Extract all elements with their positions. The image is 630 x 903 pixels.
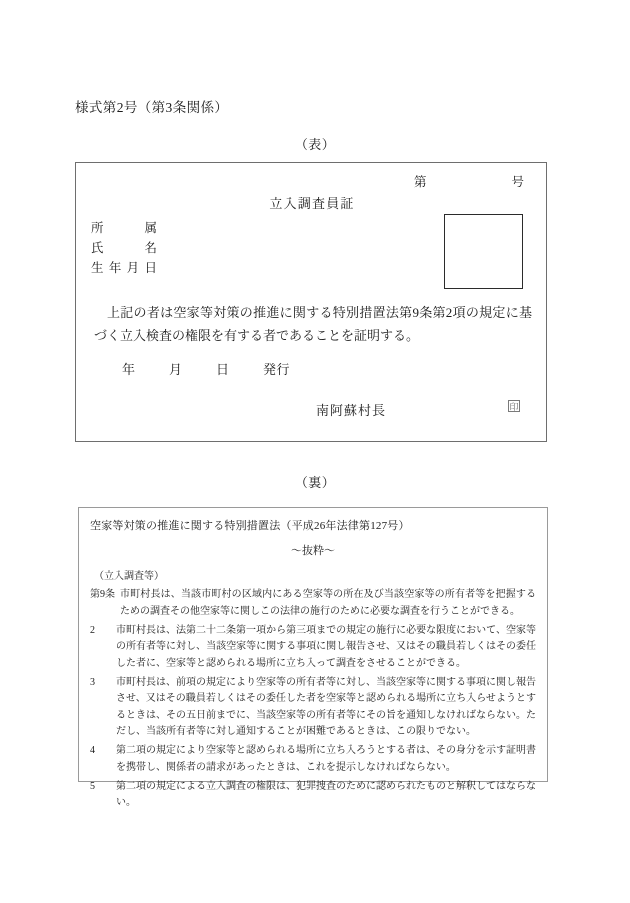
issue-day-label: 日 — [216, 362, 230, 377]
serial-number-row — [414, 172, 524, 190]
issue-verb-label: 発行 — [263, 362, 291, 377]
serial-prefix-label: 第 — [414, 175, 427, 189]
clause-text: 第二項の規定による立入調査の権限は、犯罪捜査のために認められたものと解釈してはならない。 — [116, 780, 536, 808]
clause-item — [90, 779, 536, 812]
clause-number: 2 — [90, 624, 95, 636]
clause-number: 第9条 — [90, 589, 115, 600]
field-label-name: 氏名 — [91, 241, 157, 255]
clause-text: 市町村長は、当該市町村の区域内にある空家等の所在及び当該空家等の所有者等を把握するための調査その他空家等に関しこの法律の施行のために必要な調査を行うことができる。 — [120, 589, 536, 617]
clause-number: 3 — [90, 676, 95, 688]
field-label-birthdate: 生年月日 — [91, 261, 157, 275]
issue-year-label: 年 — [122, 362, 136, 377]
back-side-label: （裏） — [294, 475, 336, 490]
clause-text: 第二項の規定により空家等と認められる場所に立ち入ろうとする者は、その身分を示す証明書を携帯し、関係者の請求があったときは、これを提示しなければならない。 — [116, 745, 536, 773]
section-heading-inspection: （立入調査等） — [94, 571, 164, 582]
front-side-label: （表） — [294, 137, 336, 152]
law-title: 空家等対策の推進に関する特別措置法（平成26年法律第127号） — [90, 520, 410, 532]
certification-statement: 上記の者は空家等対策の推進に関する特別措置法第9条第2項の規定に基づく立入検査の権限を有する者であることを証明する。 — [94, 305, 532, 343]
issue-month-label: 月 — [169, 362, 183, 377]
clause-item — [90, 587, 536, 620]
clause-item — [90, 743, 536, 776]
serial-suffix-label: 号 — [511, 175, 524, 189]
clause-text: 市町村長は、前項の規定により空家等の所有者等に対し、当該空家等に関する事項に関し報告させ、又はその職員若しくはその委任した者を空家等と認められる場所に立ち入らせようとするときは、その五日前までに、当該空家等の所有者等にその旨を通知しなければならない。ただし、当該所有者等に対し通知することが困難であるときは、この限りでない。 — [116, 676, 536, 737]
clause-item — [90, 623, 536, 673]
clause-text: 市町村長は、法第二十二条第一項から第三項までの規定の施行に必要な限度において、空家等の所有者等に対し、当該空家等に関する事項に関し報告させ、又はその職員若しくはその委任した者に、空家等と認められる場所に立ち入って調査をさせることができる。 — [116, 624, 536, 669]
issue-date-line — [122, 359, 290, 378]
identification-card-back — [78, 507, 548, 808]
identification-card-front — [75, 162, 547, 442]
excerpt-marker: 〜抜粋〜 — [291, 545, 335, 557]
issuer-title: 南阿蘇村長 — [316, 403, 387, 418]
seal-stamp-icon: 印 — [509, 402, 519, 412]
clause-number: 4 — [90, 745, 95, 756]
clause-item — [90, 675, 536, 741]
card-title: 立入調査員証 — [269, 196, 355, 211]
photo-placeholder-box — [444, 214, 523, 289]
form-number-heading: 様式第2号（第3条関係） — [75, 100, 229, 115]
cardholder-field-list — [91, 218, 157, 278]
field-label-affiliation: 所属 — [91, 221, 157, 235]
clause-number: 5 — [90, 780, 95, 792]
